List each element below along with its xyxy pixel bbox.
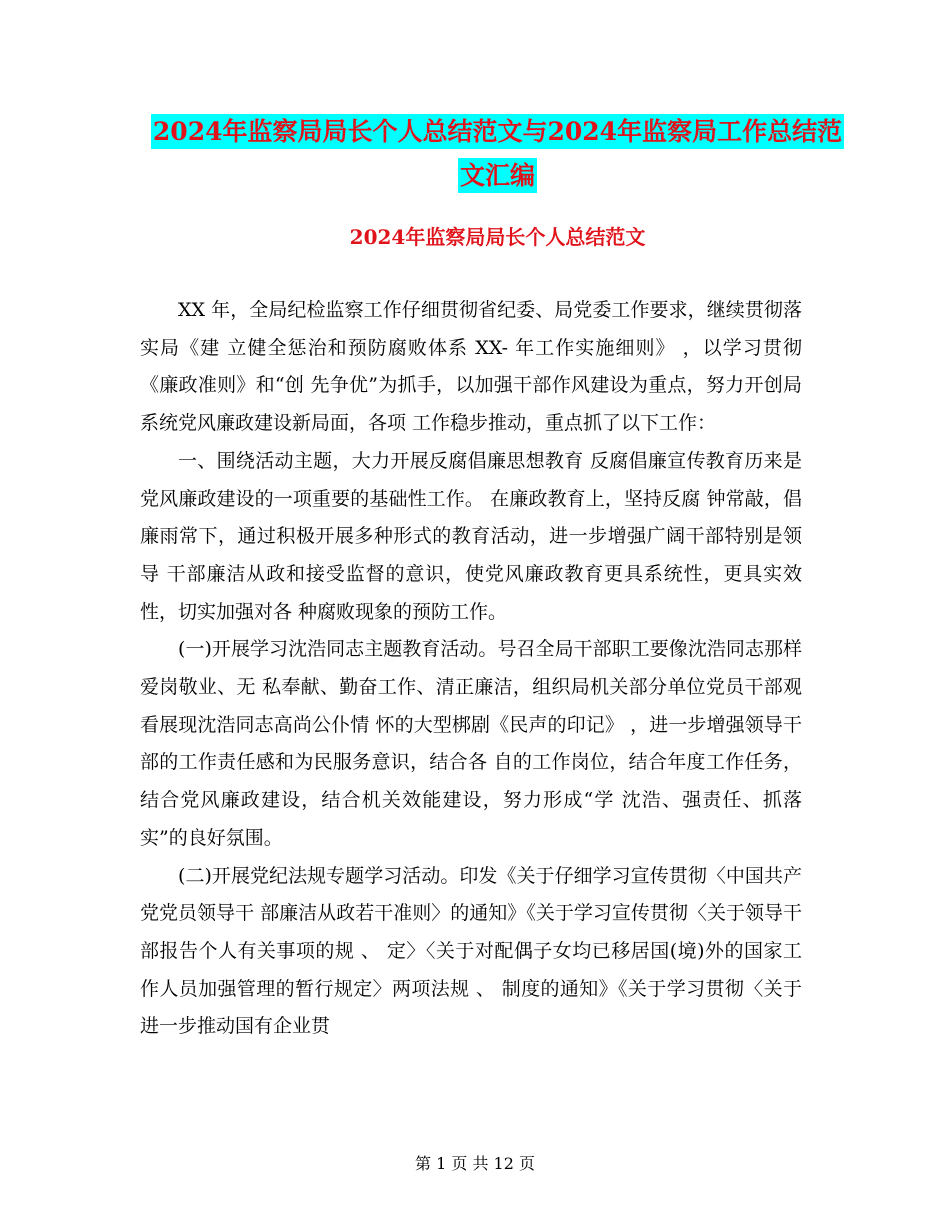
paragraph-item-two: (二)开展党纪法规专题学习活动。印发《关于仔细学习宣传贯彻〈中国共产党党员领导干 部廉洁从政若干准则〉的通知》《关于学习宣传贯彻〈关于领导干部报告个人有关事项的规 、 定〉〈关于对配偶子女均已移居国(境)外的国家工作人员加强管理的暂行规定〉两项法规 、 制度的通知》《关于学习贯彻〈关于进一步推动国有企业贯 [140, 864, 802, 1038]
paragraph-intro: XX 年，全局纪检监察工作仔细贯彻省纪委、局党委工作要求，继续贯彻落实局《建 立健全惩治和预防腐败体系 XX- 年工作实施细则》 ，以学习贯彻《廉政准则》和“创 先争优”为抓手，以加强干部作风建设为重点，努力开创局系统党风廉政建设新局面，各项 工作稳步推动，重点抓了以下工作： [140, 299, 802, 435]
section-title: 2024年监察局局长个人总结范文 [349, 225, 646, 249]
paragraph-section-one: 一、围绕活动主题，大力开展反腐倡廉思想教育 反腐倡廉宣传教育历来是党风廉政建设的一项重要的基础性工作。 在廉政教育上，坚持反腐 钟常敲，倡廉雨常下，通过积极开展多种形式的教育活动，进一步增强广阔干部特别是领导 干部廉洁从政和接受监督的意识，使党风廉政教育更具系统性，更具实效性，切实加强对各 种腐败现象的预防工作。 [140, 449, 802, 623]
document-body [140, 292, 802, 1046]
page-footer: 第 1 页 共 12 页 [415, 1154, 535, 1173]
paragraph-item-one: (一)开展学习沈浩同志主题教育活动。号召全局干部职工要像沈浩同志那样爱岗敬业、无 私奉献、勤奋工作、清正廉洁，组织局机关部分单位党员干部观看展现沈浩同志高尚公仆情 怀的大型梆剧《民声的印记》 ，进一步增强领导干部的工作责任感和为民服务意识，结合各 自的工作岗位，结合年度工作任务，结合党风廉政建设，结合机关效能建设，努力形成“学 沈浩、强责任、抓落实”的良好氛围。 [140, 638, 802, 849]
document-title-text: 2024年监察局局长个人总结范文与2024年监察局工作总结范文汇编 [151, 114, 844, 193]
document-title [140, 110, 855, 198]
